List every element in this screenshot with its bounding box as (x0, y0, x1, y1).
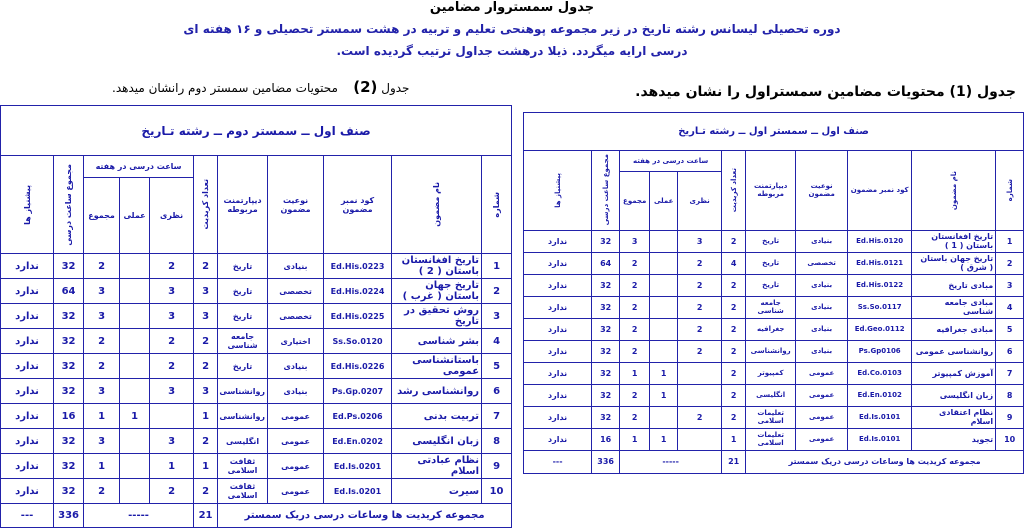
cell-theory: 3 (150, 379, 194, 404)
table-row (1, 279, 512, 304)
cell-theory (678, 384, 722, 406)
footer-credits: 21 (722, 450, 746, 473)
cell-credits: 1 (194, 404, 218, 429)
cell-theory: 2 (150, 479, 194, 504)
cell-name: باستانشناسی عمومی (392, 354, 482, 379)
cell-sem: 32 (54, 354, 84, 379)
cell-no: 5 (482, 354, 512, 379)
table-row (1, 304, 512, 329)
cell-total: 3 (84, 429, 120, 454)
cell-total: 1 (620, 362, 650, 384)
cell-practical (650, 252, 678, 274)
cell-theory: 2 (678, 340, 722, 362)
cell-type: عمومی (268, 429, 324, 454)
cell-total: 1 (84, 404, 120, 429)
cell-theory: 2 (150, 354, 194, 379)
cell-theory: 2 (150, 329, 194, 354)
cell-total: 2 (620, 296, 650, 318)
cell-no: 6 (482, 379, 512, 404)
cell-theory: 3 (150, 304, 194, 329)
cell-total: 2 (620, 318, 650, 340)
cell-total: 1 (84, 454, 120, 479)
table-row (524, 274, 1024, 296)
cell-credits: 2 (722, 384, 746, 406)
cell-practical (120, 304, 150, 329)
cell-type: بنیادی (268, 379, 324, 404)
table-row (524, 362, 1024, 384)
cell-no: 7 (996, 362, 1024, 384)
header-type: نوعیت مضمون (796, 150, 848, 230)
cell-theory (150, 404, 194, 429)
header-total: مجموع (620, 171, 650, 230)
cell-dept: انگلیسی (218, 429, 268, 454)
cell-total: 3 (84, 304, 120, 329)
footer-weekly: ----- (620, 450, 722, 473)
cell-theory: 2 (678, 406, 722, 428)
cell-dept: روانشناسی (746, 340, 796, 362)
table-row (1, 329, 512, 354)
cell-total: 3 (84, 379, 120, 404)
cell-type: عمومی (796, 406, 848, 428)
cell-sem: 32 (592, 340, 620, 362)
table-title: صنف اول ــ سمستر دوم ــ رشته تـاریخ (1, 106, 512, 156)
cell-total: 2 (620, 252, 650, 274)
cell-code: Ps.Gp0106 (848, 340, 912, 362)
cell-total: 2 (620, 406, 650, 428)
table-row (1, 254, 512, 279)
header-type: نوعیت مضمون (268, 156, 324, 254)
cell-prereq: ندارد (1, 304, 54, 329)
cell-dept: جامعه شناسی (218, 329, 268, 354)
cell-practical: 1 (650, 362, 678, 384)
cell-credits: 2 (194, 329, 218, 354)
header-total: مجموع (84, 178, 120, 254)
cell-sem: 16 (54, 404, 84, 429)
header-practical: عملی (120, 178, 150, 254)
cell-prereq: ندارد (1, 329, 54, 354)
cell-credits: 2 (194, 254, 218, 279)
table-row (524, 296, 1024, 318)
cell-no: 1 (996, 230, 1024, 252)
cell-practical (650, 296, 678, 318)
cell-theory: 1 (150, 454, 194, 479)
cell-total: 2 (620, 384, 650, 406)
cell-practical (650, 406, 678, 428)
cell-type: بنیادی (268, 254, 324, 279)
cell-name: زبان انگلیسی (912, 384, 996, 406)
cell-sem: 32 (54, 429, 84, 454)
cell-no: 8 (482, 429, 512, 454)
cell-theory: 2 (678, 296, 722, 318)
cell-prereq: ندارد (524, 274, 592, 296)
table-semester-1 (523, 112, 1024, 474)
cell-credits: 2 (722, 296, 746, 318)
cell-sem: 32 (592, 296, 620, 318)
cell-prereq: ندارد (524, 296, 592, 318)
intro-line-2: درسی ارایه میگردد. ذیلا درهشت جداول ترتیب گردیده است. (336, 44, 688, 58)
cell-code: Ed.His.0226 (324, 354, 392, 379)
cell-practical (650, 318, 678, 340)
cell-dept: تاریخ (218, 354, 268, 379)
cell-code: Ed.His.0224 (324, 279, 392, 304)
cell-prereq: ندارد (524, 252, 592, 274)
cell-code: Ed.His.0121 (848, 252, 912, 274)
cell-sem: 32 (54, 454, 84, 479)
header-practical: عملی (650, 171, 678, 230)
cell-name: تاریخ افغانستان باستان ( 2 ) (392, 254, 482, 279)
table-title: صنف اول ــ سمستر اول ــ رشته تـاریخ (524, 113, 1024, 151)
cell-name: روانشناسی عمومی (912, 340, 996, 362)
cell-name: تاریخ جهان باستان ( شرق ) (912, 252, 996, 274)
caption-text: محتویات مضامین سمستر دوم رانشان میدهد. (112, 81, 338, 95)
cell-name: مبادی جغرافیه (912, 318, 996, 340)
table-row (524, 428, 1024, 450)
cell-credits: 3 (194, 379, 218, 404)
cell-name: مبادی تاریخ (912, 274, 996, 296)
footer-label: مجموعه کریدیت ها وساعات درسی دریک سمستر (746, 450, 1024, 473)
cell-practical (650, 230, 678, 252)
cell-credits: 3 (194, 279, 218, 304)
cell-practical (120, 354, 150, 379)
cell-name: تجوید (912, 428, 996, 450)
cell-name: نظام عبادتی اسلام (392, 454, 482, 479)
cell-name: تاریخ افغانستان باستان ( 1 ) (912, 230, 996, 252)
cell-total: 2 (620, 274, 650, 296)
cell-code: Ed.Is.0201 (324, 479, 392, 504)
cell-name: بشر شناسی (392, 329, 482, 354)
cell-no: 2 (482, 279, 512, 304)
cell-no: 5 (996, 318, 1024, 340)
cell-prereq: ندارد (524, 384, 592, 406)
cell-credits: 2 (722, 230, 746, 252)
cell-credits: 2 (194, 354, 218, 379)
footer-prereq: --- (1, 504, 54, 528)
cell-prereq: ندارد (1, 454, 54, 479)
cell-credits: 2 (722, 274, 746, 296)
cell-type: بنیادی (796, 340, 848, 362)
cell-no: 4 (996, 296, 1024, 318)
cell-sem: 32 (592, 384, 620, 406)
cell-prereq: ندارد (1, 379, 54, 404)
cell-practical (120, 254, 150, 279)
cell-dept: جامعه شناسی (746, 296, 796, 318)
cell-sem: 32 (54, 329, 84, 354)
cell-code: Ps.Gp.0207 (324, 379, 392, 404)
cell-prereq: ندارد (1, 254, 54, 279)
cell-type: تخصصی (796, 252, 848, 274)
footer-label: مجموعه کریدیت ها وساعات درسی دریک سمستر (218, 504, 512, 528)
cell-dept: کمپیوتر (746, 362, 796, 384)
table-row (524, 384, 1024, 406)
cell-dept: روانشناسی (218, 379, 268, 404)
cell-practical: 1 (650, 428, 678, 450)
cell-practical (120, 279, 150, 304)
cell-sem: 32 (54, 379, 84, 404)
cell-sem: 32 (592, 362, 620, 384)
cell-code: Ed.His.0223 (324, 254, 392, 279)
table-row (1, 354, 512, 379)
cell-prereq: ندارد (1, 404, 54, 429)
cell-prereq: ندارد (1, 279, 54, 304)
cell-prereq: ندارد (1, 354, 54, 379)
cell-practical: 1 (650, 384, 678, 406)
footer-credits: 21 (194, 504, 218, 528)
table-row (524, 318, 1024, 340)
cell-dept: تاریخ (746, 230, 796, 252)
header-credits: تعداد کریدیت (194, 156, 218, 254)
cell-prereq: ندارد (524, 406, 592, 428)
table-footer-row (1, 504, 512, 528)
footer-sem-total: 336 (54, 504, 84, 528)
cell-dept: تاریخ (218, 304, 268, 329)
header-no: شماره (482, 156, 512, 254)
cell-dept: تعلیمات اسلامی (746, 406, 796, 428)
cell-prereq: ندارد (524, 428, 592, 450)
cell-code: Ed.Is.0101 (848, 428, 912, 450)
cell-no: 10 (482, 479, 512, 504)
cell-no: 1 (482, 254, 512, 279)
cell-dept: تاریخ (218, 279, 268, 304)
cell-theory (678, 428, 722, 450)
cell-credits: 2 (194, 479, 218, 504)
cell-practical (120, 454, 150, 479)
table-row (524, 230, 1024, 252)
header-theory: نظری (150, 178, 194, 254)
cell-prereq: ندارد (524, 362, 592, 384)
table-row (1, 429, 512, 454)
cell-prereq: ندارد (524, 318, 592, 340)
cell-theory: 3 (150, 279, 194, 304)
cell-credits: 1 (722, 428, 746, 450)
cell-credits: 2 (722, 318, 746, 340)
page-title: جدول سمستروار مضامین (429, 0, 595, 15)
cell-code: Ed.His.0225 (324, 304, 392, 329)
cell-practical (120, 479, 150, 504)
table-row (524, 340, 1024, 362)
cell-type: بنیادی (796, 274, 848, 296)
cell-practical (120, 379, 150, 404)
header-prereq: پیشنیاز ها (524, 150, 592, 230)
table-1-caption: جدول (1) محتویات مضامین سمستراول را نشان میدهد. (635, 84, 1016, 100)
caption-number: (2) (353, 78, 378, 96)
header-no: شماره (996, 150, 1024, 230)
cell-type: عمومی (268, 479, 324, 504)
cell-no: 3 (996, 274, 1024, 296)
cell-name: تاریخ جهان باستان ( غرب ) (392, 279, 482, 304)
cell-code: Ed.His.0120 (848, 230, 912, 252)
cell-total: 1 (620, 428, 650, 450)
cell-dept: جغرافیه (746, 318, 796, 340)
footer-sem-total: 336 (592, 450, 620, 473)
table-footer-row (524, 450, 1024, 473)
cell-sem: 64 (592, 252, 620, 274)
header-name: نام مضمون (912, 150, 996, 230)
cell-no: 9 (482, 454, 512, 479)
cell-type: بنیادی (268, 354, 324, 379)
cell-sem: 64 (54, 279, 84, 304)
cell-no: 10 (996, 428, 1024, 450)
cell-sem: 32 (592, 406, 620, 428)
intro-line-1: دوره تحصیلی لیسانس رشته تاریخ در زیر مجموعه پوهنحی تعلیم و تربیه در هشت سمستر تحصیلی و ۱۶ هفته ای (183, 22, 841, 36)
header-weekly: ساعت درسی در هفته (620, 150, 722, 171)
cell-theory: 2 (678, 252, 722, 274)
cell-theory: 2 (150, 254, 194, 279)
table-semester-2 (0, 105, 512, 528)
caption-label: جدول (381, 81, 410, 95)
cell-no: 7 (482, 404, 512, 429)
cell-dept: ثقافت اسلامی (218, 454, 268, 479)
cell-prereq: ندارد (524, 230, 592, 252)
cell-credits: 2 (722, 406, 746, 428)
cell-type: تخصصی (268, 304, 324, 329)
header-code: کود نمبر مضمون (848, 150, 912, 230)
cell-total: 2 (84, 479, 120, 504)
cell-sem: 32 (592, 230, 620, 252)
cell-type: بنیادی (796, 230, 848, 252)
cell-code: Ed.En.0102 (848, 384, 912, 406)
cell-sem: 16 (592, 428, 620, 450)
cell-no: 2 (996, 252, 1024, 274)
header-theory: نظری (678, 171, 722, 230)
cell-no: 8 (996, 384, 1024, 406)
cell-no: 9 (996, 406, 1024, 428)
cell-type: بنیادی (796, 296, 848, 318)
cell-theory: 3 (678, 230, 722, 252)
cell-dept: انگلیسی (746, 384, 796, 406)
cell-code: Ed.Co.0103 (848, 362, 912, 384)
cell-credits: 3 (194, 304, 218, 329)
cell-total: 3 (620, 230, 650, 252)
cell-name: آموزش کمپیوتر (912, 362, 996, 384)
cell-dept: تعلیمات اسلامی (746, 428, 796, 450)
cell-sem: 32 (54, 304, 84, 329)
header-sem-total: مجموع ساعت درسی (592, 150, 620, 230)
cell-code: Ed.Geo.0112 (848, 318, 912, 340)
cell-dept: تاریخ (746, 252, 796, 274)
cell-name: روش تحقیق در تاریخ (392, 304, 482, 329)
cell-sem: 32 (54, 254, 84, 279)
cell-dept: روانشناسی (218, 404, 268, 429)
cell-code: Ss.So.0120 (324, 329, 392, 354)
cell-name: تربیت بدنی (392, 404, 482, 429)
table-row (1, 379, 512, 404)
cell-type: بنیادی (796, 318, 848, 340)
cell-practical (650, 274, 678, 296)
cell-theory: 2 (678, 274, 722, 296)
cell-name: روانشناسی رشد (392, 379, 482, 404)
cell-prereq: ندارد (1, 479, 54, 504)
table-row (1, 404, 512, 429)
table-row (524, 406, 1024, 428)
cell-total: 2 (84, 329, 120, 354)
cell-code: Ed.En.0202 (324, 429, 392, 454)
footer-weekly: ----- (84, 504, 194, 528)
cell-practical (650, 340, 678, 362)
cell-theory: 2 (678, 318, 722, 340)
header-name: نام مضمون (392, 156, 482, 254)
header-prereq: پیشنیاز ها (1, 156, 54, 254)
cell-credits: 1 (194, 454, 218, 479)
cell-dept: ثقافت اسلامی (218, 479, 268, 504)
cell-credits: 2 (722, 340, 746, 362)
cell-credits: 2 (722, 362, 746, 384)
cell-dept: تاریخ (218, 254, 268, 279)
cell-no: 4 (482, 329, 512, 354)
cell-total: 2 (84, 254, 120, 279)
cell-type: اختیاری (268, 329, 324, 354)
cell-type: تخصصی (268, 279, 324, 304)
cell-sem: 32 (592, 318, 620, 340)
cell-type: عمومی (796, 362, 848, 384)
cell-type: عمومی (796, 428, 848, 450)
cell-name: زبان انگلیسی (392, 429, 482, 454)
cell-type: عمومی (796, 384, 848, 406)
cell-total: 3 (84, 279, 120, 304)
cell-sem: 32 (54, 479, 84, 504)
cell-name: نظام اعتقادی اسلام (912, 406, 996, 428)
header-dept: دیپارتمنت مربوطه (746, 150, 796, 230)
cell-code: Ed.Is.0101 (848, 406, 912, 428)
cell-name: مبادی جامعه شناسی (912, 296, 996, 318)
table-row (524, 252, 1024, 274)
cell-practical (120, 429, 150, 454)
cell-total: 2 (620, 340, 650, 362)
cell-total: 2 (84, 354, 120, 379)
table-row (1, 479, 512, 504)
cell-type: عمومی (268, 454, 324, 479)
table-2-caption (112, 78, 409, 96)
cell-code: Ss.So.0117 (848, 296, 912, 318)
cell-practical: 1 (120, 404, 150, 429)
cell-type: عمومی (268, 404, 324, 429)
cell-name: سیرت (392, 479, 482, 504)
cell-no: 6 (996, 340, 1024, 362)
cell-code: Ed.Ps.0206 (324, 404, 392, 429)
cell-prereq: ندارد (1, 429, 54, 454)
footer-prereq: --- (524, 450, 592, 473)
cell-theory: 3 (150, 429, 194, 454)
header-sem-total: مجموع ساعت درسی (54, 156, 84, 254)
cell-no: 3 (482, 304, 512, 329)
cell-code: Ed.Is.0201 (324, 454, 392, 479)
cell-credits: 4 (722, 252, 746, 274)
cell-dept: تاریخ (746, 274, 796, 296)
cell-sem: 32 (592, 274, 620, 296)
table-row (1, 454, 512, 479)
header-code: کود نمبر مضمون (324, 156, 392, 254)
header-weekly: ساعت درسی در هفته (84, 156, 194, 178)
cell-credits: 2 (194, 429, 218, 454)
header-dept: دیپارتمنت مربوطه (218, 156, 268, 254)
cell-code: Ed.His.0122 (848, 274, 912, 296)
header-credits: تعداد کریدیت (722, 150, 746, 230)
cell-theory (678, 362, 722, 384)
cell-practical (120, 329, 150, 354)
cell-prereq: ندارد (524, 340, 592, 362)
